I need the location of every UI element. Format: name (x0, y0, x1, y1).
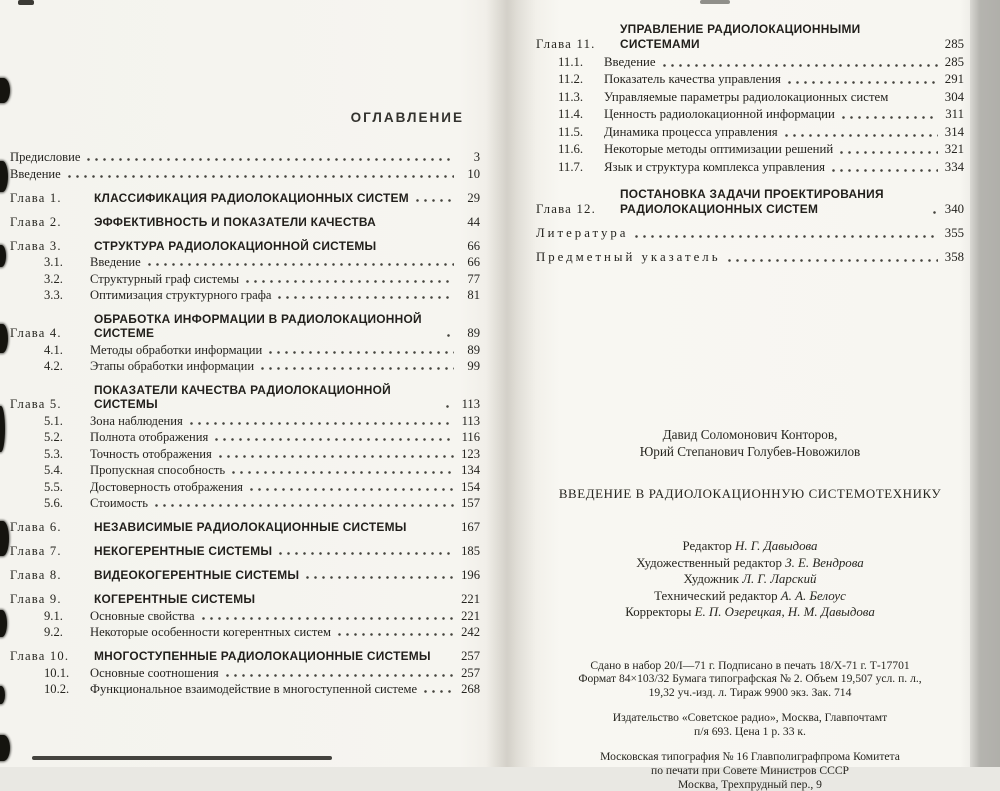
toc-entry (44, 255, 480, 269)
toc-entry-title: ПОСТАНОВКА ЗАДАЧИ ПРОЕКТИРОВАНИЯ РАДИОЛОКАЦИОННЫХ СИСТЕМ (620, 186, 884, 216)
book-title: ВВЕДЕНИЕ В РАДИОЛОКАЦИОННУЮ СИСТЕМОТЕХНИКУ (558, 487, 942, 501)
toc-entry-page: 113 (461, 397, 480, 411)
dot-leader (190, 422, 454, 425)
toc-entry-page: 285 (944, 37, 964, 51)
toc-entry-label: 3.1. (44, 255, 63, 269)
printer-line: Московская типография № 16 Главполиграфпрома Комитета (600, 750, 900, 764)
toc-entry (10, 167, 480, 181)
toc-entry-page: 29 (467, 190, 480, 205)
dot-leader (635, 235, 938, 238)
scan-artifact (18, 0, 34, 5)
staff-role: Технический редактор (654, 588, 778, 603)
toc-entry-label: Глава 7. (10, 544, 62, 558)
toc-entry-title: Динамика процесса управления (604, 124, 778, 139)
toc-entry-label: Глава 10. (10, 649, 70, 663)
scan-artifact (0, 406, 5, 452)
toc-entry-page: 154 (461, 479, 480, 494)
colophon (536, 426, 964, 791)
dot-leader (87, 158, 454, 161)
toc-entry-label: Глава 8. (10, 568, 62, 582)
toc-entry-page: 157 (461, 496, 480, 510)
toc-entry-page: 355 (944, 225, 964, 240)
toc-left (10, 150, 480, 696)
toc-entry-page: 304 (944, 89, 964, 104)
toc-entry-label: 11.1. (558, 54, 584, 69)
toc-entry (10, 239, 480, 253)
toc-entry-page: 3 (473, 150, 480, 164)
scan-artifact (0, 521, 9, 556)
publisher-line: п/я 693. Цена 1 р. 33 к. (694, 724, 806, 738)
toc-entry-title: ПОКАЗАТЕЛИ КАЧЕСТВА РАДИОЛОКАЦИОННОЙ СИСТЕМЫ (94, 383, 391, 411)
staff-line (536, 571, 964, 588)
toc-entry-label: 11.3. (558, 89, 584, 104)
toc-entry-page: 257 (461, 649, 480, 663)
toc-entry-label: Глава 11. (536, 37, 596, 51)
dot-leader (279, 552, 454, 555)
toc-entry-title: СТРУКТУРА РАДИОЛОКАЦИОННОЙ СИСТЕМЫ (94, 238, 377, 253)
toc-entry-page: 221 (461, 592, 480, 606)
dot-leader (663, 64, 938, 67)
toc-entry-label: Глава 2. (10, 214, 62, 229)
toc-entry-title: Показатель качества управления (604, 72, 781, 86)
toc-entry-label: 5.3. (44, 446, 63, 461)
dot-leader (155, 504, 454, 507)
toc-entry (558, 107, 964, 122)
toc-entry-page: 44 (467, 214, 480, 229)
imprint-line: Формат 84×103/32 Бумага типографская № 2. Объем 19,507 усл. п. л., (578, 672, 922, 686)
staff-role: Редактор (682, 539, 732, 553)
dot-leader (728, 259, 938, 262)
toc-entry-page: 113 (461, 413, 480, 428)
staff-line (536, 588, 964, 605)
toc-entry-title: Язык и структура комплекса управления (604, 159, 826, 174)
dot-leader (416, 199, 454, 202)
toc-entry (10, 592, 480, 606)
dot-leader (447, 334, 454, 337)
author-line: Давид Соломонович Конторов, (662, 427, 838, 442)
toc-entry (44, 609, 480, 623)
staff-line (536, 555, 964, 572)
toc-entry-title: Точность отображения (90, 446, 212, 461)
toc-entry (44, 447, 480, 461)
toc-entry-title: НЕКОГЕРЕНТНЫЕ СИСТЕМЫ (94, 544, 273, 558)
toc-entry-title: Предметный указатель (536, 249, 721, 264)
scan-artifact (0, 686, 5, 704)
scan-artifact (700, 0, 730, 4)
dot-leader (261, 367, 454, 370)
dot-leader (306, 576, 454, 579)
scan-edge-strip (970, 0, 1000, 767)
toc-entry-page: 334 (944, 159, 964, 174)
toc-entry-page: 99 (467, 359, 480, 373)
scan-artifact (0, 610, 7, 637)
dot-leader (338, 633, 454, 636)
dot-leader (232, 471, 454, 474)
toc-entry (10, 520, 480, 534)
staff-role: Корректоры (625, 605, 692, 619)
dot-leader (842, 116, 938, 119)
toc-entry-label: 11.5. (558, 124, 584, 139)
toc-entry-title: Достоверность отображения (90, 479, 243, 494)
imprint-line: Сдано в набор 20/I—71 г. Подписано в печать 18/X-71 г. Т-17701 (590, 658, 910, 672)
dot-leader (262, 600, 454, 603)
toc-entry-page: 185 (461, 544, 480, 558)
toc-entry-title: Этапы обработки информации (90, 359, 255, 373)
toc-entry-title: Ценность радиолокационной информации (604, 107, 835, 121)
toc-heading: ОГЛАВЛЕНИЕ (350, 110, 464, 125)
toc-entry-page: 340 (944, 201, 964, 216)
toc-entry-label: 10.1. (44, 665, 70, 680)
publisher (536, 711, 964, 738)
dot-leader (424, 690, 454, 693)
toc-entry-title: МНОГОСТУПЕННЫЕ РАДИОЛОКАЦИОННЫЕ СИСТЕМЫ (94, 649, 431, 663)
toc-entry-label: 3.2. (44, 271, 63, 286)
toc-entry-title: Управляемые параметры радиолокационных систем (604, 89, 889, 104)
dot-leader (269, 351, 454, 354)
toc-entry (10, 150, 480, 164)
toc-entry-label: Глава 3. (10, 238, 62, 253)
toc-entry-label: 3.3. (44, 288, 63, 302)
toc-entry-page: 123 (461, 446, 480, 461)
dot-leader (383, 223, 454, 226)
toc-entry-title: Литература (536, 225, 629, 240)
toc-entry-page: 311 (945, 107, 964, 121)
dot-leader (895, 99, 938, 102)
toc-entry-label: 5.6. (44, 496, 63, 510)
toc-entry-title: Структурный граф системы (90, 271, 240, 286)
toc-entry (44, 666, 480, 680)
toc-entry-title: Некоторые особенности когерентных систем (90, 625, 331, 639)
toc-entry-label: 9.1. (44, 608, 63, 623)
toc-entry-label: 5.1. (44, 413, 63, 428)
staff-name: З. Е. Вендрова (785, 555, 864, 570)
toc-entry (558, 125, 964, 140)
toc-entry (10, 191, 480, 205)
toc-entry (536, 250, 964, 265)
staff-role: Художественный редактор (636, 555, 782, 570)
toc-entry (558, 55, 964, 70)
toc-entry (536, 226, 964, 241)
toc-entry-title: Введение (10, 166, 61, 181)
toc-entry-title: КОГЕРЕНТНЫЕ СИСТЕМЫ (94, 592, 256, 606)
toc-entry (558, 90, 964, 105)
dot-leader (840, 151, 938, 154)
toc-entry-page: 81 (467, 288, 480, 302)
dot-leader (148, 263, 454, 266)
scan-artifact (0, 78, 10, 103)
toc-entry (44, 496, 480, 510)
toc-entry (44, 625, 480, 639)
toc-entry-page: 321 (944, 142, 964, 156)
toc-entry-page: 89 (467, 326, 480, 340)
author-line: Юрий Степанович Голубев-Новожилов (639, 444, 861, 459)
staff-list (536, 538, 964, 621)
toc-entry-page: 116 (461, 430, 480, 444)
toc-entry-title: ОБРАБОТКА ИНФОРМАЦИИ В РАДИОЛОКАЦИОННОЙ СИСТЕМЕ (94, 312, 422, 340)
toc-entry-title: Зона наблюдения (90, 413, 183, 428)
toc-entry (10, 312, 480, 340)
scan-artifact (32, 756, 332, 760)
toc-entry-label: 11.7. (558, 159, 584, 174)
toc-entry-page: 66 (467, 238, 480, 253)
printer-line: Москва, Трехпрудный пер., 9 (678, 777, 822, 791)
dot-leader (832, 169, 938, 172)
toc-entry-page: 10 (467, 166, 480, 181)
toc-entry-page: 89 (467, 342, 480, 357)
toc-entry (44, 682, 480, 696)
dot-leader (215, 438, 454, 441)
toc-entry-label: 9.2. (44, 625, 63, 639)
toc-entry-label: 5.5. (44, 479, 63, 494)
toc-entry-title: Функциональное взаимодействие в многоступенной системе (90, 682, 418, 696)
toc-entry-label: 10.2. (44, 682, 70, 696)
toc-entry (44, 463, 480, 477)
toc-entry-title: Введение (604, 54, 656, 69)
toc-entry-title: Оптимизация структурного графа (90, 288, 272, 302)
toc-entry-title: Методы обработки информации (90, 342, 263, 357)
toc-entry (10, 568, 480, 582)
toc-entry (44, 414, 480, 428)
toc-entry-label: 5.2. (44, 430, 63, 444)
toc-entry-page: 314 (944, 124, 964, 139)
staff-name: Л. Г. Ларский (742, 572, 817, 586)
imprint-line: 19,32 уч.-изд. л. Тираж 9900 экз. Зак. 714 (648, 685, 852, 699)
printer-line: по печати при Совете Министров СССР (651, 764, 849, 778)
publisher-line: Издательство «Советское радио», Москва, Главпочтамт (612, 711, 888, 725)
dot-leader (250, 488, 454, 491)
toc-entry-label: Глава 4. (10, 326, 62, 340)
toc-entry-label: 5.4. (44, 463, 63, 477)
toc-entry-page: 221 (461, 608, 480, 623)
toc-entry-page: 257 (461, 665, 480, 680)
toc-entry-title: Введение (90, 255, 141, 269)
toc-entry (558, 160, 964, 175)
authors (536, 426, 964, 460)
toc-right (536, 22, 964, 265)
toc-entry-page: 358 (944, 249, 964, 264)
toc-entry-label: Глава 12. (536, 201, 597, 216)
staff-role: Художник (683, 572, 739, 586)
toc-entry (536, 187, 964, 217)
scan-artifact (0, 161, 8, 192)
toc-entry-title: КЛАССИФИКАЦИЯ РАДИОЛОКАЦИОННЫХ СИСТЕМ (94, 190, 409, 205)
toc-entry (44, 272, 480, 286)
dot-leader (438, 657, 454, 660)
dot-leader (785, 134, 938, 137)
gutter-shadow (486, 0, 536, 767)
toc-entry (10, 544, 480, 558)
toc-entry-title: ЭФФЕКТИВНОСТЬ И ПОКАЗАТЕЛИ КАЧЕСТВА (94, 214, 376, 229)
toc-entry-page: 167 (461, 520, 480, 534)
toc-entry (558, 72, 964, 87)
toc-entry-title: Основные свойства (90, 608, 195, 623)
toc-entry-page: 268 (461, 682, 480, 696)
dot-leader (202, 617, 454, 620)
toc-entry-page: 285 (944, 54, 964, 69)
toc-entry-title: НЕЗАВИСИМЫЕ РАДИОЛОКАЦИОННЫЕ СИСТЕМЫ (94, 520, 407, 534)
staff-line (536, 604, 964, 621)
dot-leader (933, 211, 938, 214)
staff-name: Е. П. Озерецкая, Н. М. Давыдова (694, 605, 875, 619)
toc-entry (10, 215, 480, 229)
dot-leader (931, 46, 939, 49)
toc-entry-label: Глава 5. (10, 397, 62, 411)
scan-artifact (0, 735, 10, 761)
staff-line (536, 538, 964, 555)
toc-entry-title: ВИДЕОКОГЕРЕНТНЫЕ СИСТЕМЫ (94, 568, 300, 582)
dot-leader (788, 81, 938, 84)
toc-entry (10, 649, 480, 663)
printer (536, 750, 964, 791)
dot-leader (246, 280, 454, 283)
toc-entry (536, 22, 964, 52)
toc-entry-label: Глава 9. (10, 592, 62, 606)
toc-entry (44, 343, 480, 357)
toc-entry-page: 291 (944, 72, 964, 86)
toc-entry-title: Полнота отображения (90, 430, 209, 444)
toc-entry (558, 142, 964, 157)
toc-entry-page: 66 (467, 255, 480, 269)
toc-entry (10, 383, 480, 411)
dot-leader (414, 528, 454, 531)
toc-entry-label: 11.2. (558, 72, 584, 86)
toc-entry-page: 134 (461, 463, 480, 477)
dot-leader (68, 175, 454, 178)
toc-entry-title: Стоимость (90, 496, 149, 510)
dot-leader (226, 674, 454, 677)
toc-entry-label: Глава 6. (10, 520, 62, 534)
toc-entry-page: 196 (461, 568, 480, 582)
toc-entry-page: 242 (461, 625, 480, 639)
toc-entry (44, 430, 480, 444)
toc-entry-label: 11.4. (558, 107, 584, 121)
imprint (536, 659, 964, 700)
dot-leader (383, 247, 454, 250)
staff-name: А. А. Белоус (780, 588, 846, 603)
right-page (536, 0, 964, 791)
toc-entry-page: 77 (467, 271, 480, 286)
left-page (10, 0, 480, 767)
toc-entry-title: Основные соотношения (90, 665, 219, 680)
toc-entry-title: УПРАВЛЕНИЕ РАДИОЛОКАЦИОННЫМИ СИСТЕМАМИ (620, 22, 861, 51)
toc-entry-title: Предисловие (10, 150, 81, 164)
toc-entry-title: Некоторые методы оптимизации решений (604, 142, 834, 156)
scan-artifact (0, 245, 6, 267)
staff-name: Н. Г. Давыдова (735, 539, 818, 553)
toc-entry-label: 4.1. (44, 342, 63, 357)
toc-entry (44, 480, 480, 494)
toc-entry-title: Пропускная способность (90, 463, 226, 477)
toc-entry-label: 4.2. (44, 359, 63, 373)
toc-entry-label: 11.6. (558, 142, 584, 156)
dot-leader (219, 455, 454, 458)
dot-leader (446, 405, 454, 408)
toc-entry-label: Глава 1. (10, 190, 62, 205)
toc-entry (44, 288, 480, 302)
scan-artifact (0, 324, 8, 353)
dot-leader (278, 296, 454, 299)
toc-entry (44, 359, 480, 373)
